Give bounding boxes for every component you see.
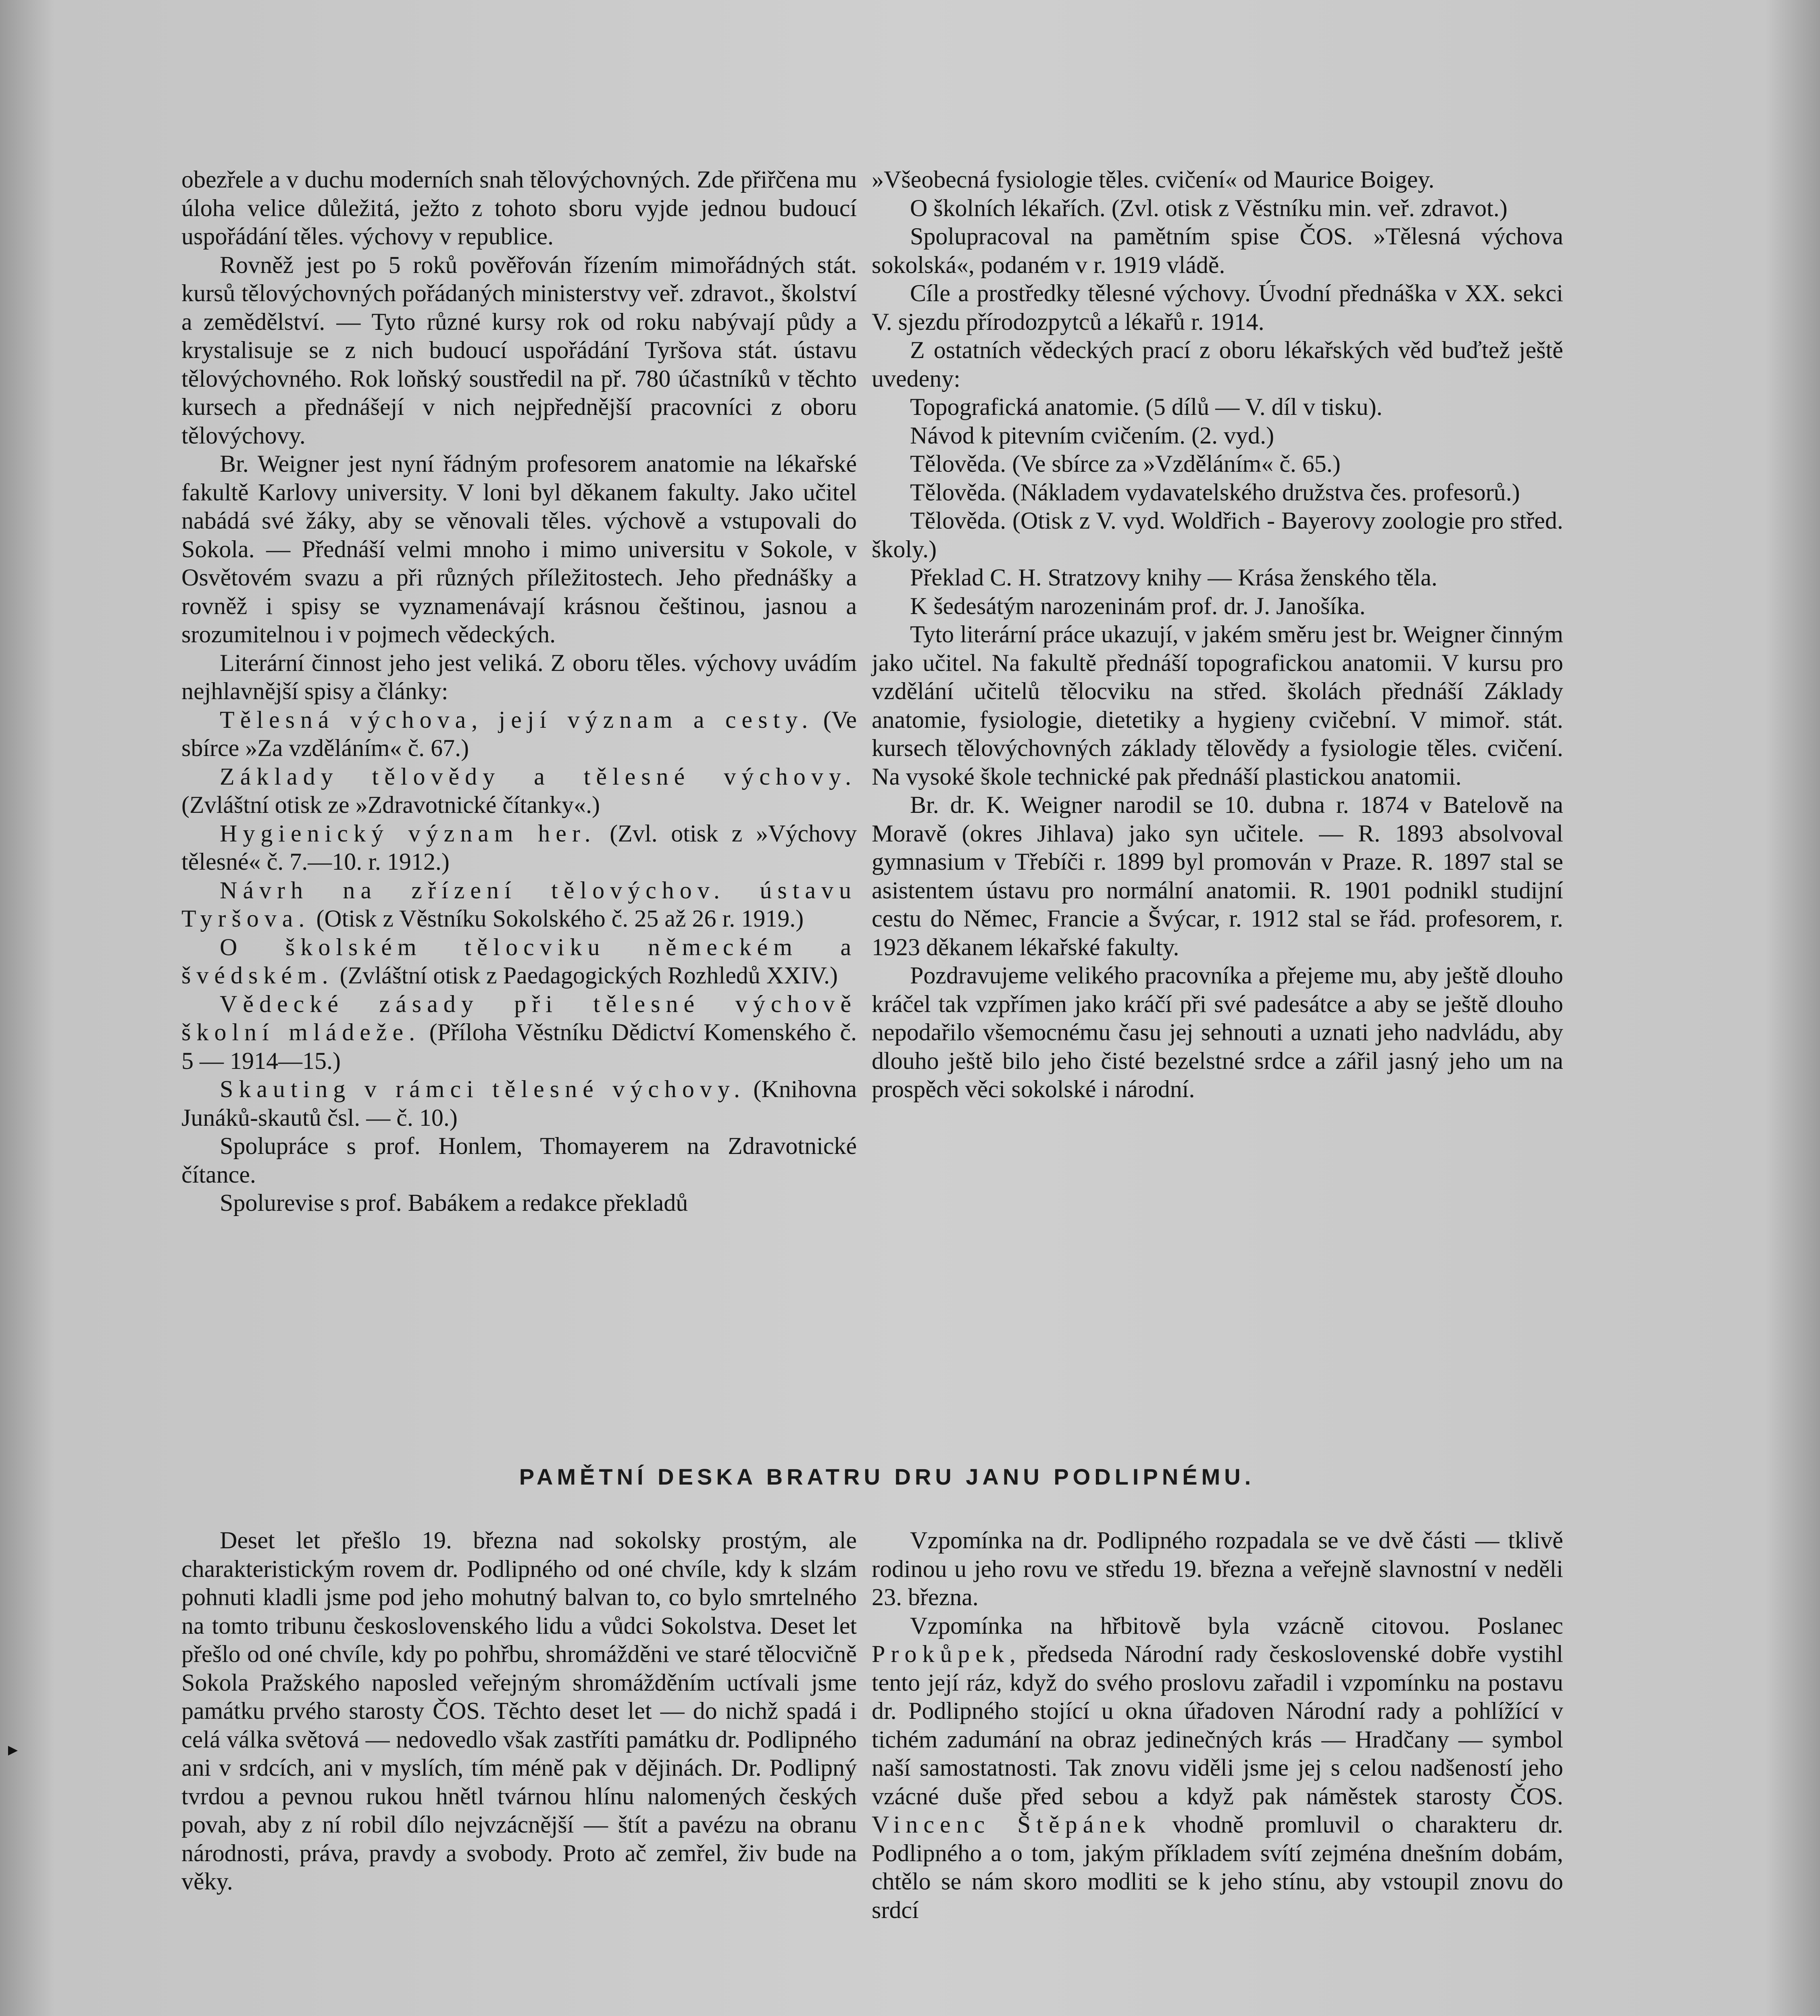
bottom-left-column: [181, 1526, 857, 1896]
paragraph-text: Spolupráce s prof. Honlem, Thomayerem na Zdravotnické čítance.: [181, 1133, 857, 1188]
paragraph-text: Překlad C. H. Stratzovy knihy — Krása ženského těla.: [910, 564, 1438, 591]
paragraph-text: (Příloha Věstníku Dědictví Komenského č. 5 — 1914—15.): [181, 1019, 857, 1074]
paragraph-text: Spolurevise s prof. Babákem a redakce překladů: [220, 1189, 688, 1216]
paragraph: [181, 1526, 857, 1896]
paragraph-text: (Zvl. otisk z »Výchovy tělesné« č. 7.—10. r. 1912.): [181, 820, 857, 875]
paragraph: [872, 421, 1563, 450]
paragraph: [872, 506, 1563, 563]
paragraph: [181, 649, 857, 706]
paragraph: [872, 563, 1563, 592]
paragraph: [181, 990, 857, 1075]
spaced-title: O školském tělocviku německém a švédském.: [181, 933, 857, 989]
spaced-title: Tělesná výchova, její význam a cesty.: [220, 706, 814, 733]
paragraph-text: Tyto literární práce ukazují, v jakém směru jest br. Weigner činným jako učitel. Na fakultě přednáší topografickou anatomii. V kursu pro vzdělání učitelů tělocviku na střed. školách přednáší Základy anatomie, fysiologie, dietetiky a hygieny cvičební. V mimoř. stát. kursech tělovýchovných základy tělovědy a fysiologie těles. cvičení. Na vysoké škole technické pak přednáší plastickou anatomii.: [872, 621, 1563, 790]
paragraph: [181, 1132, 857, 1189]
paragraph: [181, 251, 857, 450]
paragraph-text: Vzpomínka na hřbitově byla vzácně citovou. Poslanec: [910, 1612, 1563, 1639]
paragraph: [181, 165, 857, 251]
arrow-mark-icon: [8, 1746, 18, 1756]
paragraph-text: Tělověda. (Otisk z V. vyd. Woldřich - Bayerovy zoologie pro střed. školy.): [872, 507, 1563, 562]
spaced-title: Návrh na zřízení tělovýchov. ústavu Tyršova.: [181, 877, 857, 932]
paragraph-text: Spolupracoval na pamětním spise ČOS. »Tělesná výchova sokolská«, podaném v r. 1919 vládě.: [872, 223, 1563, 278]
paragraph: [181, 450, 857, 649]
paragraph-text: (Otisk z Věstníku Sokolského č. 25 až 26 r. 1919.): [310, 905, 804, 932]
paragraph: [872, 1526, 1563, 1612]
paragraph-text: O školních lékařích. (Zvl. otisk z Věstníku min. veř. zdravot.): [910, 194, 1508, 221]
spaced-title: Prokůpek: [872, 1641, 1010, 1667]
paragraph: [181, 706, 857, 762]
right-column: [872, 165, 1563, 1104]
paragraph-text: Br. Weigner jest nyní řádným profesorem anatomie na lékařské fakultě Karlovy university. V loni byl děkanem fakulty. Jako učitel nabádá své žáky, aby se věnovali těles. výchově a vstupovali do Sokola. — Přednáší velmi mnoho i mimo universitu v Sokole, v Osvětovém svazu a při různých příležitostech. Jeho přednášky a rovněž i spisy se vyznamenávají krásnou češtinou, jasnou a srozumitelnou i v pojmech vědeckých.: [181, 450, 857, 648]
paragraph-text: (Zvláštní otisk ze »Zdravotnické čítanky«.): [181, 791, 600, 818]
paragraph: [872, 478, 1563, 507]
paragraph: [181, 1075, 857, 1132]
paragraph-text: Tělověda. (Nákladem vydavatelského družstva čes. profesorů.): [910, 479, 1520, 506]
left-column: [181, 165, 857, 1217]
section-heading: PAMĚTNÍ DESKA BRATRU DRU JANU PODLIPNÉMU.: [519, 1464, 1255, 1489]
paragraph: [872, 961, 1563, 1104]
spaced-title: Hygienický význam her.: [220, 820, 596, 847]
paragraph: [872, 222, 1563, 279]
paragraph: [872, 393, 1563, 421]
paragraph-text: Deset let přešlo 19. března nad sokolsky prostým, ale charakteristickým rovem dr. Podlipného od oné chvíle, kdy k slzám pohnuti kladli jsme pod jeho mohutný balvan to, co bylo smrtelného na tomto tribunu československého lidu a vůdci Sokolstva. Deset let přešlo od oné chvíle, kdy po pohřbu, shromážděni ve staré tělocvičně Sokola Pražského naposled veřejným shromážděním uctívali jsme památku prvého starosty ČOS. Těchto deset let — do nichž spadá i celá válka světová — nedovedlo však zastříti památku dr. Podlipného ani v srdcích, ani v myslích, tím méně pak v dějinách. Dr. Podlipný tvrdou a pevnou rukou hnětl tvárnou hlínu nalomených českých povah, aby z ní robil dílo nejvzácnější — štít a pavézu na obranu národnosti, práva, pravdy a svobody. Proto ač zemřel, živ bude na věky.: [181, 1527, 857, 1895]
paragraph: [872, 592, 1563, 621]
spaced-name: Vincenc Štěpánek: [872, 1811, 1151, 1838]
paragraph: [872, 450, 1563, 478]
paragraph-text: »Všeobecná fysiologie těles. cvičení« od Maurice Boigey.: [872, 166, 1435, 193]
spaced-title: Vědecké zásady při tělesné výchově školní mládeže.: [181, 990, 857, 1045]
paragraph: [872, 165, 1563, 194]
paragraph: [872, 336, 1563, 393]
paragraph: [872, 279, 1563, 336]
paragraph-text: Tělověda. (Ve sbírce za »Vzděláním« č. 65.): [910, 450, 1341, 477]
paragraph: [181, 819, 857, 876]
paragraph: [872, 194, 1563, 223]
paragraph-text: (Zvláštní otisk z Paedagogických Rozhledů XXIV.): [333, 962, 838, 989]
paragraph-text: (Knihovna Junáků-skautů čsl. — č. 10.): [181, 1076, 857, 1131]
paragraph-text: Literární činnost jeho jest veliká. Z oboru těles. výchovy uvádím nejhlavnější spisy a články:: [181, 649, 857, 704]
spaced-title: Základy tělovědy a tělesné výchovy.: [220, 763, 857, 790]
paragraph-text: K šedesátým narozeninám prof. dr. J. Janošíka.: [910, 592, 1366, 619]
paragraph: [181, 933, 857, 990]
paragraph-text: , předseda Národní rady československé dobře vystihl tento její ráz, když do svého proslovu zařadil i vzpomínku na postavu dr. Podlipného stojící u okna úřadoven Národní rady a pohlížící v tichém zadumání na obraz jedinečných krás — Hradčany — symbol naší samostatnosti. Tak znovu viděli jsme jej s celou nadšeností jeho vzácné duše před sebou a když pak náměstek starosty ČOS.: [872, 1641, 1563, 1810]
paragraph-text: Pozdravujeme velikého pracovníka a přejeme mu, aby ještě dlouho kráčel tak vzpřímen jako kráčí při své padesátce a aby se ještě dlouho nepodařilo všemocnému času jej sehnouti a uznati jeho nadvládu, aby dlouho ještě bilo jeho čisté bezelstné srdce a zářil jasný jeho um na prospěch věci sokolské i národní.: [872, 962, 1563, 1102]
paragraph: [181, 1189, 857, 1217]
paragraph: [872, 1612, 1563, 1924]
bottom-right-column: [872, 1526, 1563, 1924]
paragraph: [872, 620, 1563, 791]
paragraph-text: Topografická anatomie. (5 dílů — V. díl v tisku).: [910, 394, 1383, 420]
paragraph-text: Návod k pitevním cvičením. (2. vyd.): [910, 422, 1274, 449]
paragraph-text: Br. dr. K. Weigner narodil se 10. dubna r. 1874 v Batelově na Moravě (okres Jihlava) jako syn učitele. — R. 1893 absolvoval gymnasium v Třebíči r. 1899 byl promován v Praze. R. 1897 stal se asistentem ústavu pro normální anatomii. R. 1901 podnikl studijní cestu do Němec, Francie a Švýcar, r. 1912 stal se řád. profesorem, r. 1923 děkanem lékařské fakulty.: [872, 791, 1563, 960]
paragraph: [872, 791, 1563, 961]
paragraph-text: (Ve sbírce »Za vzděláním« č. 67.): [181, 706, 857, 761]
paragraph-text: Rovněž jest po 5 roků pověřován řízením mimořádných stát. kursů tělovýchovných pořádaných ministerstvy veř. zdravot., školství a zemědělství. — Tyto různé kursy rok od roku nabývají půdy a krystalisuje se z nich budoucí uspořádání Tyršova stát. ústavu tělovýchovného. Rok loňský soustředil na př. 780 účastníků v těchto kursech a přednášejí v nich nejpřednější pracovníci z oboru tělovýchovy.: [181, 251, 857, 449]
paragraph: [181, 876, 857, 933]
paragraph-text: obezřele a v duchu moderních snah tělovýchovných. Zde přiřčena mu úloha velice důležitá, ježto z tohoto sboru vyjde jednou budoucí uspořádání těles. výchovy v republice.: [181, 166, 857, 250]
spaced-title: Skauting v rámci tělesné výchovy.: [220, 1076, 745, 1102]
paragraph-text: Cíle a prostředky tělesné výchovy. Úvodní přednáška v XX. sekci V. sjezdu přírodozpytců a lékařů r. 1914.: [872, 280, 1563, 335]
paragraph-text: Vzpomínka na dr. Podlipného rozpadala se ve dvě části — tklivě rodinou u jeho rovu ve středu 19. března a veřejně slavnostní v neděli 23. března.: [872, 1527, 1563, 1610]
paragraph-text: Z ostatních vědeckých prací z oboru lékařských věd buďtež ještě uvedeny:: [872, 337, 1563, 392]
paragraph: [181, 762, 857, 819]
paragraph-text: vhodně promluvil o charakteru dr. Podlipného a o tom, jakým příkladem svítí zejména dnešním dobám, chtělo se nám skoro modliti se k jeho stínu, aby vstoupil znovu do srdcí: [872, 1811, 1563, 1923]
